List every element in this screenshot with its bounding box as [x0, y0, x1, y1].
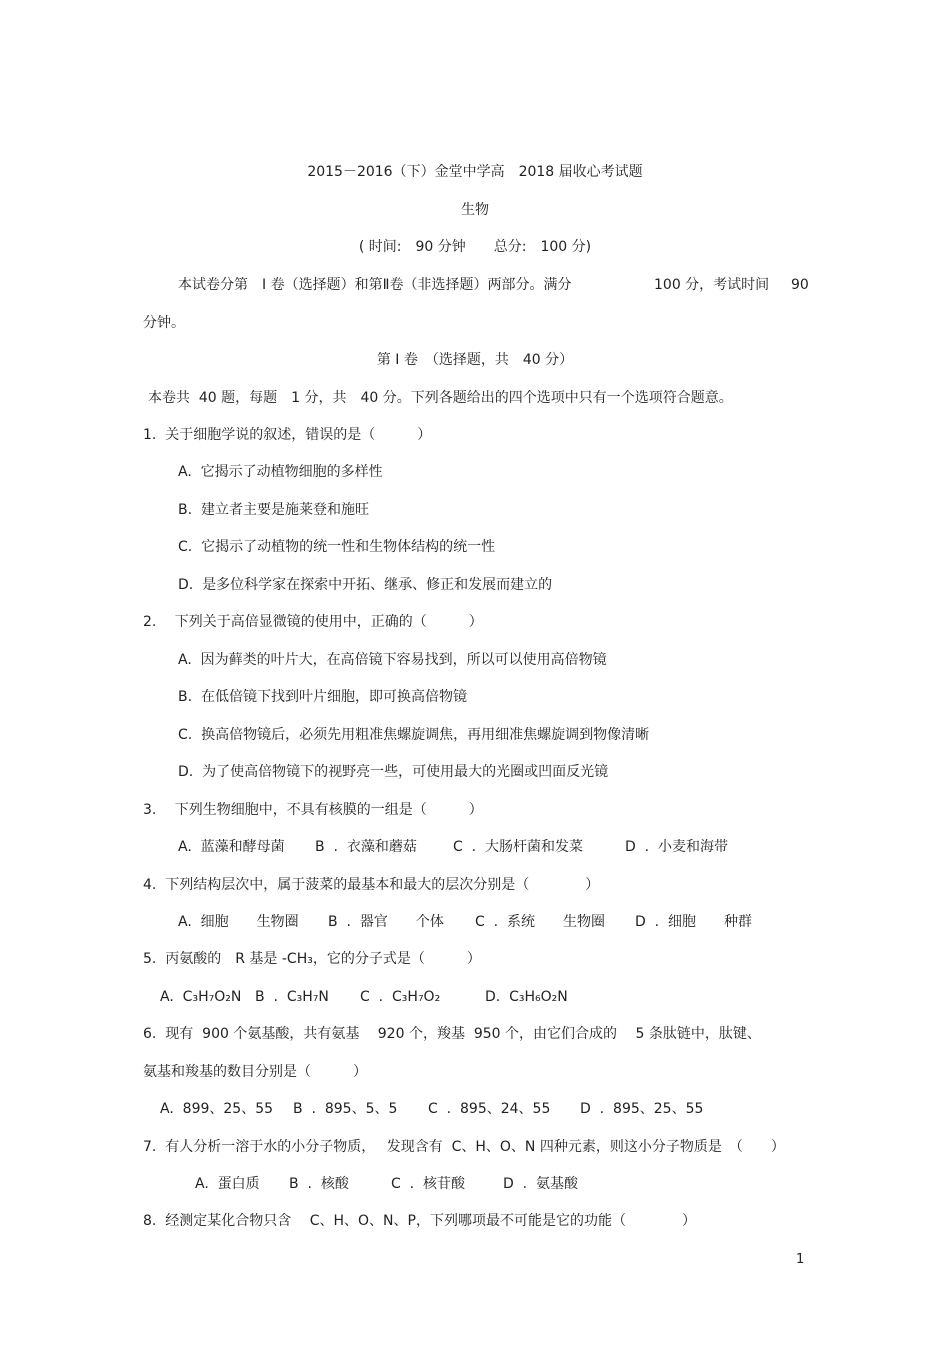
question-5-options — [160, 988, 820, 1006]
question-6-option-c: C . 895、24、55 — [428, 1101, 551, 1117]
question-7-options — [195, 1175, 815, 1193]
question-7-stem: 7. 有人分析一溶于水的小分子物质， 发现含有 C、H、O、N 四种元素，则这小分子物质是 （ ） — [143, 1139, 785, 1155]
question-3-option-d: D . 小麦和海带 — [625, 839, 729, 855]
question-3-stem: 3. 下列生物细胞中，不具有核膜的一组是（ ） — [143, 802, 483, 818]
question-6-options — [160, 1100, 820, 1118]
question-6-option-a: A. 899、25、55 — [160, 1101, 274, 1117]
question-5-option-c: C . C₃H₇O₂ — [360, 989, 441, 1005]
question-1-option-d: D. 是多位科学家在探索中开拓、继承、修正和发展而建立的 — [178, 577, 553, 593]
intro-part3: 90 — [791, 277, 809, 293]
section-instruction: 本卷共 40 题，每题 1 分，共 40 分。下列各题给出的四个选项中只有一个选项符合题意。 — [148, 390, 733, 406]
question-4-option-b: B . 器官 个体 — [328, 914, 444, 930]
question-5-stem: 5. 丙氨酸的 R 基是 -CH₃，它的分子式是（ ） — [143, 951, 481, 967]
question-5-option-d: D. C₃H₆O₂N — [485, 989, 568, 1005]
question-7-option-d: D . 氨基酸 — [503, 1176, 579, 1192]
question-1-stem: 1. 关于细胞学说的叙述，错误的是（ ） — [143, 427, 432, 443]
question-2-option-b: B. 在低倍镜下找到叶片细胞，即可换高倍物镜 — [178, 689, 467, 705]
intro-part1: 本试卷分第 Ⅰ 卷（选择题）和第Ⅱ卷（非选择题）两部分。满分 — [178, 277, 572, 293]
question-6-stem-continued: 氨基和羧基的数目分别是（ ） — [143, 1064, 367, 1080]
exam-time-info: ( 时间: 90 分钟 总分: 100 分) — [358, 239, 592, 255]
question-6-option-d: D . 895、25、55 — [580, 1101, 704, 1117]
question-4-options — [178, 913, 818, 931]
question-3-option-a: A. 蓝藻和酵母菌 — [178, 839, 285, 855]
question-5-option-b: B . C₃H₇N — [255, 989, 329, 1005]
question-4-option-c: C . 系统 生物圈 — [475, 914, 606, 930]
question-1-option-a: A. 它揭示了动植物细胞的多样性 — [178, 464, 383, 480]
question-4-stem: 4. 下列结构层次中，属于菠菜的最基本和最大的层次分别是（ ） — [143, 877, 600, 893]
page-number: 1 — [796, 1252, 805, 1267]
question-2-option-a: A. 因为藓类的叶片大，在高倍镜下容易找到，所以可以使用高倍物镜 — [178, 652, 607, 668]
question-4-option-a: A. 细胞 生物圈 — [178, 914, 299, 930]
question-6-stem: 6. 现有 900 个氨基酸，共有氨基 920 个，羧基 950 个，由它们合成的 5 条肽链中，肽键、 — [143, 1026, 761, 1042]
question-4-option-d: D . 细胞 种群 — [635, 914, 753, 930]
question-1-option-c: C. 它揭示了动植物的统一性和生物体结构的统一性 — [178, 539, 496, 555]
question-5-option-a: A. C₃H₇O₂N — [160, 989, 242, 1005]
question-3-option-b: B . 衣藻和蘑菇 — [315, 839, 417, 855]
question-7-option-a: A. 蛋白质 — [195, 1176, 260, 1192]
question-8-stem: 8. 经测定某化合物只含 C、H、O、N、P，下列哪项最不可能是它的功能（ ） — [143, 1213, 696, 1229]
question-1-option-b: B. 建立者主要是施莱登和施旺 — [178, 502, 369, 518]
question-6-option-b: B . 895、5、5 — [293, 1101, 398, 1117]
section-title: 第 Ⅰ 卷 （选择题，共 40 分） — [376, 352, 574, 368]
question-7-option-c: C . 核苷酸 — [391, 1176, 466, 1192]
exam-subject: 生物 — [461, 202, 489, 218]
exam-title: 2015－2016（下）金堂中学高 2018 届收心考试题 — [307, 164, 643, 180]
intro-paragraph-end: 分钟。 — [143, 315, 185, 331]
question-3-option-c: C . 大肠杆菌和发菜 — [453, 839, 584, 855]
question-3-options — [178, 838, 818, 856]
question-7-option-b: B . 核酸 — [289, 1176, 349, 1192]
question-2-option-d: D. 为了使高倍物镜下的视野亮一些，可使用最大的光圈或凹面反光镜 — [178, 764, 609, 780]
question-2-stem: 2. 下列关于高倍显微镜的使用中，正确的（ ） — [143, 614, 483, 630]
question-2-option-c: C. 换高倍物镜后，必须先用粗准焦螺旋调焦，再用细准焦螺旋调到物像清晰 — [178, 727, 650, 743]
intro-part2: 100 分，考试时间 — [654, 277, 770, 293]
